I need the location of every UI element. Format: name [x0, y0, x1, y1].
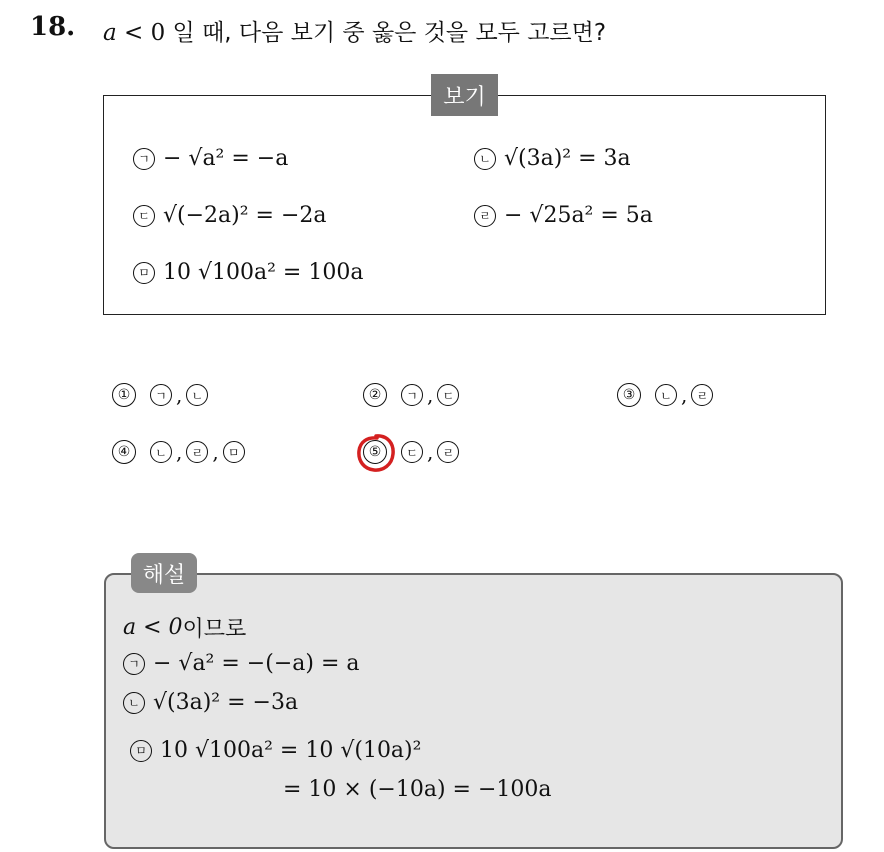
- bogi-mark: ㄴ: [474, 148, 496, 170]
- choice-4[interactable]: ④ ㄴ , ㄹ , ㅁ: [112, 440, 245, 464]
- solution-line-4: [283, 777, 552, 802]
- solution-line-2: [123, 690, 298, 715]
- choice-5[interactable]: ⑤ ㄷ , ㄹ: [363, 440, 459, 464]
- solution-expr: = 10 × (−10a) = −100a: [283, 777, 552, 802]
- choice-mark: ㄴ: [150, 441, 172, 463]
- bogi-label: 보기: [431, 74, 498, 116]
- solution-label: 해설: [131, 553, 197, 593]
- question-variable: a: [103, 20, 117, 46]
- solution-intro: [123, 612, 246, 643]
- choice-number: ②: [363, 383, 387, 407]
- bogi-mark: ㄹ: [474, 205, 496, 227]
- solution-line-3: [130, 738, 421, 763]
- bogi-mark: ㄱ: [133, 148, 155, 170]
- solution-intro-math: a < 0: [123, 615, 183, 640]
- bogi-item-3: [133, 203, 327, 228]
- choice-mark: ㄹ: [437, 441, 459, 463]
- choice-mark: ㄷ: [437, 384, 459, 406]
- choice-mark: ㅁ: [223, 441, 245, 463]
- solution-intro-text: 이므로: [182, 617, 247, 642]
- choice-mark: ㄴ: [655, 384, 677, 406]
- choice-mark: ㄴ: [186, 384, 208, 406]
- bogi-mark: ㅁ: [133, 262, 155, 284]
- choice-number: ①: [112, 383, 136, 407]
- choice-mark: ㄹ: [691, 384, 713, 406]
- choice-mark: ㄷ: [401, 441, 423, 463]
- choice-number: ③: [617, 383, 641, 407]
- bogi-item-1: [133, 146, 288, 171]
- bogi-expr: − √a² = −a: [163, 146, 289, 171]
- bogi-mark: ㄷ: [133, 205, 155, 227]
- choice-mark: ㄱ: [150, 384, 172, 406]
- solution-line-1: [123, 651, 360, 676]
- solution-mark: ㄴ: [123, 692, 145, 714]
- bogi-item-4: [474, 203, 653, 228]
- solution-expr: − √a² = −(−a) = a: [153, 651, 360, 676]
- solution-expr: 10 √100a² = 10 √(10a)²: [160, 738, 422, 763]
- bogi-item-5: [133, 260, 363, 285]
- solution-mark: ㅁ: [130, 740, 152, 762]
- solution-mark: ㄱ: [123, 653, 145, 675]
- choice-3[interactable]: ③ ㄴ , ㄹ: [617, 383, 713, 407]
- choice-number: ⑤: [363, 440, 387, 464]
- bogi-expr: 10 √100a² = 100a: [163, 260, 364, 285]
- answer-circle-mark: [355, 432, 397, 474]
- choice-number: ④: [112, 440, 136, 464]
- question-text: [103, 14, 606, 47]
- question-body: 일 때, 다음 보기 중 옳은 것을 모두 고르면?: [165, 20, 607, 46]
- bogi-expr: √(3a)² = 3a: [504, 146, 631, 171]
- question-condition: < 0: [116, 20, 166, 46]
- solution-expr: √(3a)² = −3a: [153, 690, 299, 715]
- choice-2[interactable]: ② ㄱ , ㄷ: [363, 383, 459, 407]
- bogi-expr: √(−2a)² = −2a: [163, 203, 327, 228]
- choice-mark: ㄹ: [186, 441, 208, 463]
- choice-1[interactable]: ① ㄱ , ㄴ: [112, 383, 208, 407]
- choice-mark: ㄱ: [401, 384, 423, 406]
- question-number: 18.: [30, 12, 76, 42]
- bogi-item-2: [474, 146, 631, 171]
- bogi-expr: − √25a² = 5a: [504, 203, 653, 228]
